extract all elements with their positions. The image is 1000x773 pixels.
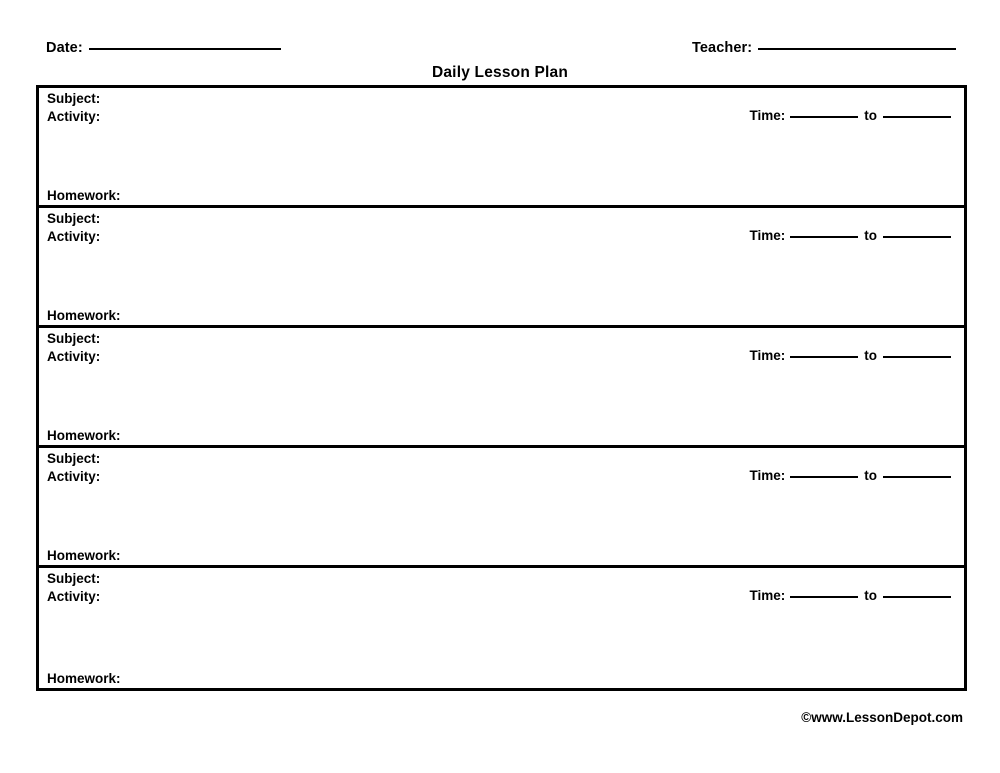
time-label: Time: xyxy=(749,228,786,243)
lesson-block xyxy=(39,88,964,208)
lesson-blocks-table xyxy=(36,85,967,691)
page-title: Daily Lesson Plan xyxy=(431,64,569,81)
time-field[interactable] xyxy=(749,348,956,363)
lesson-block xyxy=(39,448,964,568)
teacher-field[interactable] xyxy=(692,40,956,56)
lesson-block xyxy=(39,568,964,688)
homework-label: Homework: xyxy=(47,428,121,443)
time-label: Time: xyxy=(749,588,786,603)
homework-label: Homework: xyxy=(47,188,121,203)
time-label: Time: xyxy=(749,468,786,483)
time-field[interactable] xyxy=(749,588,956,603)
time-end-line[interactable] xyxy=(883,356,951,358)
time-start-line[interactable] xyxy=(790,476,858,478)
date-input-line[interactable] xyxy=(89,48,281,50)
activity-label: Activity: xyxy=(47,469,101,484)
time-field[interactable] xyxy=(749,228,956,243)
time-label: Time: xyxy=(749,348,786,363)
subject-label: Subject: xyxy=(47,451,101,466)
activity-label: Activity: xyxy=(47,109,101,124)
lesson-block xyxy=(39,328,964,448)
homework-label: Homework: xyxy=(47,548,121,563)
teacher-label: Teacher: xyxy=(692,40,753,56)
homework-label: Homework: xyxy=(47,671,121,686)
activity-label: Activity: xyxy=(47,229,101,244)
time-start-line[interactable] xyxy=(790,116,858,118)
teacher-input-line[interactable] xyxy=(758,48,956,50)
footer-copyright[interactable]: ©www.LessonDepot.com xyxy=(801,710,963,725)
activity-label: Activity: xyxy=(47,349,101,364)
lesson-block xyxy=(39,208,964,328)
time-end-line[interactable] xyxy=(883,596,951,598)
time-label: Time: xyxy=(749,108,786,123)
time-start-line[interactable] xyxy=(790,356,858,358)
form-header xyxy=(0,40,1000,66)
subject-label: Subject: xyxy=(47,91,101,106)
time-to-label: to xyxy=(864,228,877,243)
time-field[interactable] xyxy=(749,468,956,483)
subject-label: Subject: xyxy=(47,571,101,586)
date-label: Date: xyxy=(46,40,83,56)
subject-label: Subject: xyxy=(47,211,101,226)
time-to-label: to xyxy=(864,468,877,483)
time-field[interactable] xyxy=(749,108,956,123)
homework-label: Homework: xyxy=(47,308,121,323)
activity-label: Activity: xyxy=(47,589,101,604)
time-start-line[interactable] xyxy=(790,596,858,598)
time-end-line[interactable] xyxy=(883,476,951,478)
time-end-line[interactable] xyxy=(883,236,951,238)
date-field[interactable] xyxy=(46,40,281,56)
time-to-label: to xyxy=(864,588,877,603)
time-start-line[interactable] xyxy=(790,236,858,238)
subject-label: Subject: xyxy=(47,331,101,346)
time-end-line[interactable] xyxy=(883,116,951,118)
time-to-label: to xyxy=(864,348,877,363)
time-to-label: to xyxy=(864,108,877,123)
